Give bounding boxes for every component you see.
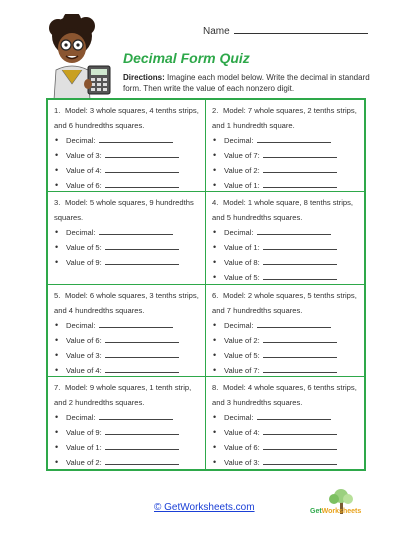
problem-number: 7. [54,382,61,392]
answer-blank[interactable] [257,410,331,420]
answer-blank[interactable] [257,318,331,328]
bullet-icon: • [213,272,217,283]
answer-row [54,363,200,377]
bullet-icon: • [213,165,217,175]
problem-model-description: Model: 7 whole squares, 2 tenths strips, and 1 hundredth square. [212,106,357,130]
answer-row [54,163,200,178]
answer-label: Decimal: [66,412,96,422]
bullet-icon: • [213,319,217,330]
answer-label: Value of 9: [66,427,102,437]
answer-row [212,225,359,240]
problem-cell [48,100,206,192]
answer-row [212,425,359,440]
answer-label: Decimal: [66,320,96,330]
answer-blank[interactable] [105,163,179,173]
bullet-icon: • [213,135,217,145]
answer-blank[interactable] [105,333,179,343]
answer-label: Value of 1: [224,181,260,190]
answer-row [212,255,359,270]
bullet-icon: • [55,227,59,238]
problem-model-description: Model: 6 whole squares, 3 tenths strips, and 4 hundredths squares. [54,290,199,315]
bullet-icon: • [213,441,217,452]
problem-model-text [212,288,359,318]
answer-label: Value of 4: [66,365,102,375]
answer-label: Value of 1: [224,243,260,253]
answer-row [212,363,359,377]
answer-label: Value of 2: [224,335,260,345]
name-label: Name [203,26,230,37]
bullet-icon: • [55,135,59,145]
answer-blank[interactable] [263,333,337,343]
problem-cell [206,192,364,284]
answer-label: Value of 3: [224,457,260,467]
problem-model-text [212,380,359,410]
student-mascot-illustration [42,14,118,100]
problem-model-text [54,103,200,133]
bullet-icon: • [213,364,217,375]
problem-number: 1. [54,106,61,115]
answer-label: Value of 6: [66,181,102,190]
problem-model-description: Model: 9 whole squares, 1 tenth strip, and 2 hundredths squares. [54,382,192,407]
bullet-icon: • [213,150,217,160]
bullet-icon: • [55,364,59,375]
answer-label: Decimal: [224,320,254,330]
answer-blank[interactable] [263,455,337,465]
answer-row [212,178,359,192]
directions-label: Directions: [123,73,165,82]
bullet-icon: • [55,257,59,268]
bullet-icon: • [213,426,217,437]
tree-logo-icon [310,486,374,526]
problem-model-text [212,195,359,225]
problem-number: 5. [54,290,61,300]
answer-label: Decimal: [224,136,254,145]
answer-label: Value of 4: [66,166,102,175]
answer-label: Decimal: [66,228,96,238]
problem-cell [48,192,206,284]
problem-number: 8. [212,382,219,392]
problem-cell [48,285,206,377]
answer-blank[interactable] [105,240,179,250]
answer-row [54,440,200,455]
problem-model-text [54,288,200,318]
answer-blank[interactable] [263,148,337,158]
answer-row [212,333,359,348]
answer-label: Value of 1: [66,442,102,452]
problems-grid [46,98,366,471]
answer-label: Value of 4: [224,427,260,437]
problem-model-description: Model: 4 whole squares, 6 tenths strips, and 3 hundredths squares. [212,382,357,407]
answer-row [54,425,200,440]
directions-text [123,72,375,94]
name-field [203,24,368,37]
answer-blank[interactable] [105,440,179,450]
problem-model-description: Model: 5 whole squares, 9 hundredths squares. [54,198,194,223]
answer-label: Decimal: [66,136,96,145]
problem-model-text [54,195,200,225]
problem-cell [206,100,364,192]
bullet-icon: • [213,334,217,345]
bullet-icon: • [55,441,59,452]
problem-number: 3. [54,198,61,208]
problem-cell [206,285,364,377]
answer-row [54,455,200,469]
bullet-icon: • [55,426,59,437]
answer-blank[interactable] [99,318,173,328]
problem-model-description: Model: 1 whole square, 8 tenths strips, and 5 hundredths squares. [212,198,354,223]
answer-label: Value of 3: [66,350,102,360]
answer-label: Value of 5: [66,243,102,253]
answer-row [212,455,359,469]
bullet-icon: • [55,150,59,160]
answer-row [212,440,359,455]
bullet-icon: • [213,411,217,422]
answer-row [54,410,200,425]
problem-model-text [54,380,200,410]
bullet-icon: • [55,411,59,422]
answer-blank[interactable] [263,240,337,250]
answer-row [54,148,200,163]
answer-label: Value of 3: [66,151,102,160]
answer-blank[interactable] [105,425,179,435]
bullet-icon: • [213,242,217,253]
bullet-icon: • [213,456,217,467]
answer-row [54,225,200,240]
answer-blank[interactable] [105,455,179,465]
answer-row [212,163,359,178]
answer-row [212,148,359,163]
directions-body: Imagine each model below. Write the decimal in standard form. Then write the value of each nonzero digit. [123,73,370,93]
answer-blank[interactable] [263,440,337,450]
problem-number: 4. [212,198,219,208]
answer-label: Value of 7: [224,365,260,375]
answer-row [54,348,200,363]
answer-row [54,318,200,333]
answer-blank[interactable] [257,225,331,235]
answer-row [212,318,359,333]
bullet-icon: • [55,242,59,253]
bullet-icon: • [213,257,217,268]
bullet-icon: • [213,349,217,360]
answer-blank[interactable] [263,163,337,173]
bullet-icon: • [55,180,59,190]
problem-number: 2. [212,106,219,115]
answer-blank[interactable] [99,133,173,143]
logo-text-get: Get [310,508,322,515]
answer-blank[interactable] [257,133,331,143]
problem-model-text [212,103,359,133]
answer-blank[interactable] [263,255,337,265]
bullet-icon: • [55,319,59,330]
answer-row [212,270,359,284]
answer-blank[interactable] [263,363,337,373]
answer-row [54,240,200,255]
answer-row [212,410,359,425]
answer-label: Decimal: [224,228,254,238]
answer-row [212,240,359,255]
bullet-icon: • [55,349,59,360]
bullet-icon: • [55,334,59,345]
answer-row [54,178,200,192]
bullet-icon: • [213,180,217,190]
answer-blank[interactable] [105,148,179,158]
answer-label: Value of 5: [224,350,260,360]
logo-wordmark [310,508,361,515]
answer-blank[interactable] [105,348,179,358]
answer-blank[interactable] [263,425,337,435]
answer-blank[interactable] [105,178,179,188]
problem-model-description: Model: 2 whole squares, 5 tenths strips, and 7 hundredths squares. [212,290,357,315]
answer-label: Value of 6: [66,335,102,345]
bullet-icon: • [213,227,217,238]
problem-number: 6. [212,290,219,300]
answer-label: Value of 7: [224,151,260,160]
problem-model-description: Model: 3 whole squares, 4 tenths strips, and 6 hundredths squares. [54,106,199,130]
answer-blank[interactable] [105,255,179,265]
answer-blank[interactable] [263,178,337,188]
answer-label: Decimal: [224,412,254,422]
bullet-icon: • [55,165,59,175]
bullet-icon: • [55,456,59,467]
answer-blank[interactable] [99,410,173,420]
answer-label: Value of 6: [224,442,260,452]
logo-text-worksheets: Worksheets [321,508,362,515]
answer-label: Value of 5: [224,273,260,283]
answer-row [54,133,200,148]
answer-blank[interactable] [263,348,337,358]
answer-row [212,348,359,363]
worksheet-title: Decimal Form Quiz [123,50,250,66]
answer-label: Value of 8: [224,258,260,268]
answer-row [212,133,359,148]
answer-blank[interactable] [263,270,337,280]
answer-label: Value of 2: [66,457,102,467]
problem-cell [206,377,364,469]
answer-row [54,333,200,348]
problem-cell [48,377,206,469]
answer-blank[interactable] [105,363,179,373]
footer-link[interactable]: © GetWorksheets.com [154,502,255,513]
name-blank-line[interactable] [234,24,368,34]
answer-row [54,255,200,270]
answer-label: Value of 2: [224,166,260,175]
answer-blank[interactable] [99,225,173,235]
answer-label: Value of 9: [66,258,102,268]
